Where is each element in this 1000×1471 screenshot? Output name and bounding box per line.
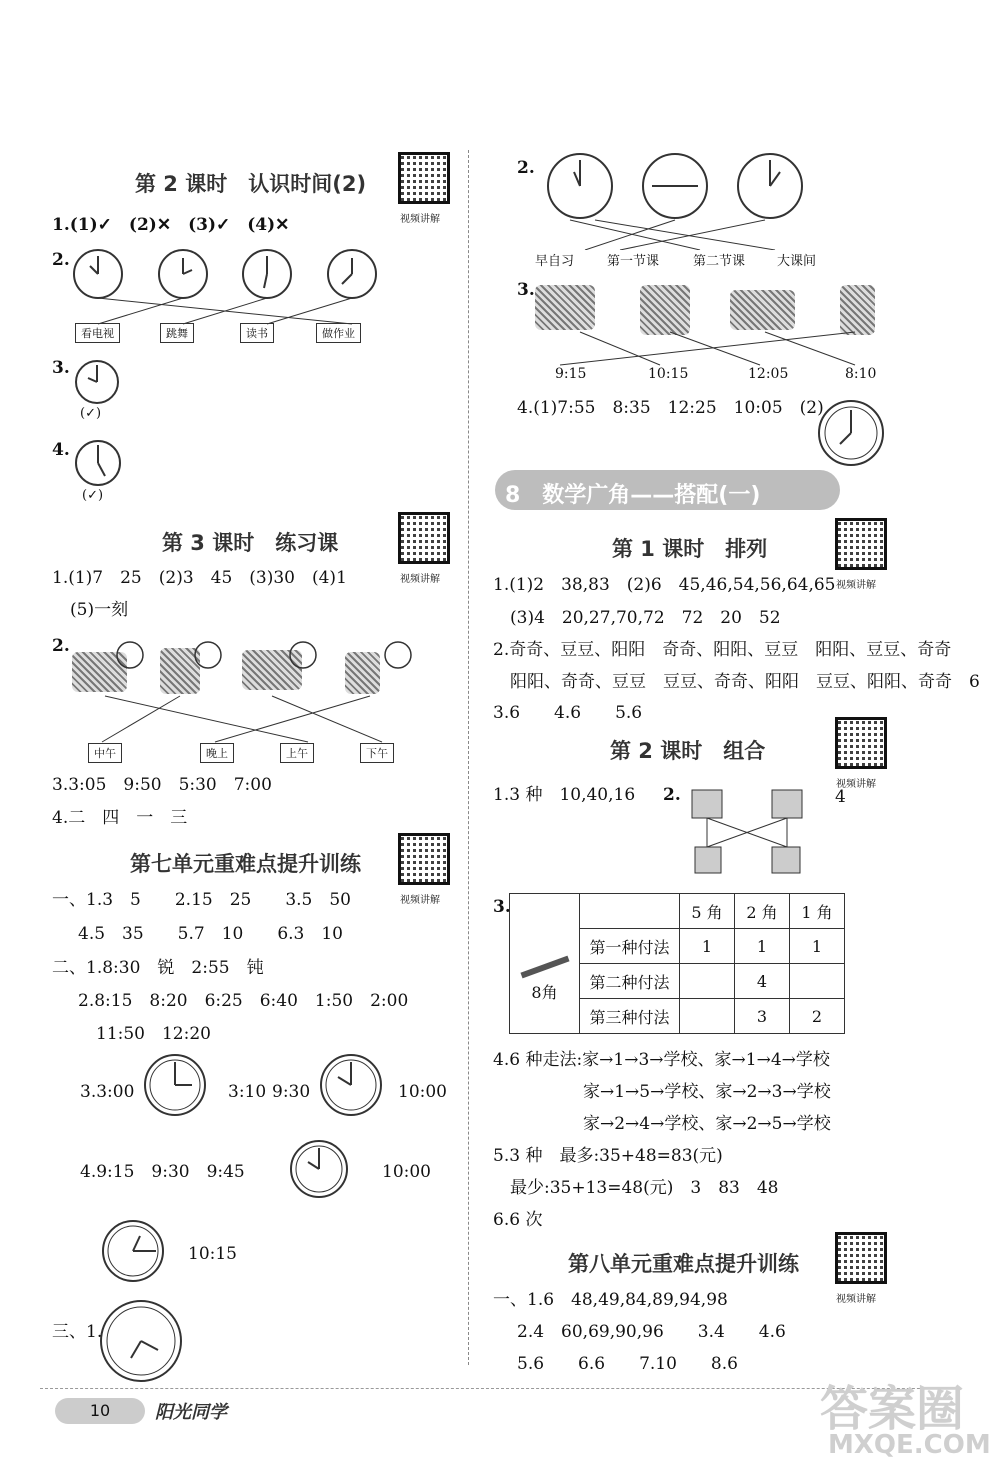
table-cell: 2 bbox=[790, 999, 845, 1034]
answer-line: 5.6 6.6 7.10 8.6 bbox=[517, 1354, 738, 1374]
clock-icon bbox=[73, 438, 123, 488]
answer-line: 6.6 次 bbox=[493, 1210, 543, 1230]
answer-line: 家→1→5→学校、家→2→3→学校 bbox=[583, 1082, 831, 1102]
answer-line: 2.8:15 8:20 6:25 6:40 1:50 2:00 bbox=[78, 991, 409, 1011]
answer-line: 5.3 种 最多:35+48=83(元) bbox=[493, 1146, 723, 1166]
qr-label: 视频讲解 bbox=[836, 1294, 876, 1305]
answer-line: (5)一刻 bbox=[70, 600, 129, 620]
qr-label: 视频讲解 bbox=[400, 214, 440, 225]
chapter-title: 8 数学广角——搭配(一) bbox=[505, 483, 761, 508]
answer-line: 一、1.6 48,49,84,89,94,98 bbox=[493, 1290, 728, 1310]
qr-label: 视频讲解 bbox=[400, 895, 440, 906]
illustration bbox=[840, 285, 875, 335]
qr-code bbox=[398, 833, 450, 885]
table-cell: 第二种付法 bbox=[580, 964, 680, 999]
match-label: 早自习 bbox=[535, 254, 575, 269]
match-label: 下午 bbox=[360, 743, 394, 763]
table-rowhead: 8角 bbox=[531, 983, 558, 1002]
table-header: 5 角 bbox=[680, 894, 735, 929]
payment-table bbox=[509, 893, 845, 1034]
table-cell bbox=[680, 964, 735, 999]
answer-line: 3.6 4.6 5.6 bbox=[493, 703, 643, 723]
answer-line: 三、1. bbox=[52, 1322, 103, 1342]
answer-text: 4 bbox=[835, 787, 846, 807]
clock-icon bbox=[73, 358, 121, 406]
answer-line: 4.6 种走法:家→1→3→学校、家→1→4→学校 bbox=[493, 1050, 830, 1070]
clock-icon bbox=[816, 398, 886, 468]
question-number: 2. bbox=[52, 250, 70, 270]
question-number: 3. bbox=[517, 280, 535, 300]
watermark-site: MXQE.COM bbox=[828, 1430, 991, 1460]
answer-line: 家→2→4→学校、家→2→5→学校 bbox=[583, 1114, 831, 1134]
time-label: 8:10 bbox=[845, 366, 877, 382]
qr-code bbox=[835, 1232, 887, 1284]
chapter-banner bbox=[495, 470, 840, 510]
answer-text: 3:10 bbox=[228, 1082, 267, 1102]
match-label: 上午 bbox=[280, 743, 314, 763]
qr-label: 视频讲解 bbox=[836, 779, 876, 790]
answer-text: 10:00 bbox=[398, 1082, 447, 1102]
answer-line: 二、1.8:30 锐 2:55 钝 bbox=[52, 958, 264, 978]
qr-code bbox=[835, 518, 887, 570]
answer-text: 9:30 bbox=[272, 1082, 311, 1102]
section-title: 第 2 课时 组合 bbox=[610, 739, 766, 763]
time-label: 10:15 bbox=[648, 366, 689, 382]
match-label: 第二节课 bbox=[693, 254, 746, 269]
question-number: 2. bbox=[52, 636, 70, 656]
question-number: 4. bbox=[52, 440, 70, 460]
answer-line: 1.(1)✓ (2)✕ (3)✓ (4)✕ bbox=[52, 215, 290, 235]
answer-line: (3)4 20,27,70,72 72 20 52 bbox=[510, 608, 781, 628]
answer-line: 1.(1)7 25 (2)3 45 (3)30 (4)1 bbox=[52, 568, 347, 588]
table-cell bbox=[790, 964, 845, 999]
section-title: 第八单元重难点提升训练 bbox=[568, 1252, 799, 1276]
question-number: 2. bbox=[663, 785, 681, 805]
clock-icon bbox=[142, 1052, 208, 1118]
table-cell: 1 bbox=[735, 929, 790, 964]
time-label: 9:15 bbox=[555, 366, 587, 382]
answer-text: 3.3:00 bbox=[80, 1082, 135, 1102]
qr-label: 视频讲解 bbox=[836, 580, 876, 591]
match-label: 跳舞 bbox=[160, 323, 194, 343]
match-label: 中午 bbox=[88, 743, 122, 763]
section-title: 第 2 课时 认识时间(2) bbox=[135, 172, 367, 196]
answer-line: 2.奇奇、豆豆、阳阳 奇奇、阳阳、豆豆 阳阳、豆豆、奇奇 bbox=[493, 640, 952, 660]
answer-check: (✓) bbox=[80, 406, 102, 421]
coin-strip bbox=[520, 956, 569, 979]
match-lines bbox=[540, 330, 880, 370]
column-divider bbox=[468, 150, 469, 1365]
watermark-logo: 答案圈 bbox=[820, 1381, 965, 1437]
answer-text: 10:15 bbox=[188, 1244, 237, 1264]
qr-code bbox=[398, 152, 450, 204]
table-cell: 3 bbox=[735, 999, 790, 1034]
brand-logo: 阳光同学 bbox=[155, 1402, 227, 1423]
answer-line: 1.(1)2 38,83 (2)6 45,46,54,56,64,65 bbox=[493, 575, 836, 595]
match-label: 做作业 bbox=[316, 323, 361, 343]
answer-line: 3.3:05 9:50 5:30 7:00 bbox=[52, 775, 272, 795]
clock-icon bbox=[100, 1218, 166, 1284]
clock-matching bbox=[540, 150, 830, 250]
clock-icon bbox=[98, 1298, 184, 1384]
table-cell: 1 bbox=[680, 929, 735, 964]
answer-check: (✓) bbox=[82, 488, 104, 503]
match-label: 晚上 bbox=[200, 743, 234, 763]
time-label: 12:05 bbox=[748, 366, 789, 382]
illustration bbox=[640, 285, 690, 335]
match-label: 看电视 bbox=[75, 323, 120, 343]
table-cell: 第一种付法 bbox=[580, 929, 680, 964]
table-cell: 1 bbox=[790, 929, 845, 964]
clothing-matching bbox=[680, 785, 810, 880]
question-number: 3. bbox=[493, 897, 511, 917]
answer-line: 4.二 四 一 三 bbox=[52, 808, 188, 828]
answer-line: 2.4 60,69,90,96 3.4 4.6 bbox=[517, 1322, 786, 1342]
answer-line: 一、1.3 5 2.15 25 3.5 50 bbox=[52, 890, 352, 910]
answer-text: 4.9:15 9:30 9:45 bbox=[80, 1162, 245, 1182]
answer-line: 4.5 35 5.7 10 6.3 10 bbox=[78, 924, 344, 944]
qr-code bbox=[398, 512, 450, 564]
question-number: 2. bbox=[517, 158, 535, 178]
qr-label: 视频讲解 bbox=[400, 574, 440, 585]
qr-code bbox=[835, 717, 887, 769]
clock-icon bbox=[288, 1138, 350, 1200]
illustration bbox=[730, 290, 795, 330]
answer-text: 10:00 bbox=[382, 1162, 431, 1182]
clock-matching bbox=[60, 638, 420, 748]
match-label: 读书 bbox=[240, 323, 274, 343]
answer-line: 阳阳、奇奇、豆豆 豆豆、奇奇、阳阳 豆豆、阳阳、奇奇 6 bbox=[510, 672, 980, 692]
table-cell: 4 bbox=[735, 964, 790, 999]
answer-line: 最少:35+13=48(元) 3 83 48 bbox=[510, 1178, 779, 1198]
answer-line: 1.3 种 10,40,16 bbox=[493, 785, 636, 805]
clock-icon bbox=[318, 1052, 384, 1118]
answer-line: 4.(1)7:55 8:35 12:25 10:05 (2) bbox=[517, 398, 824, 418]
answer-line: 11:50 12:20 bbox=[96, 1024, 211, 1044]
section-title: 第 3 课时 练习课 bbox=[162, 531, 339, 555]
table-header: 1 角 bbox=[790, 894, 845, 929]
table-header: 2 角 bbox=[735, 894, 790, 929]
table-cell: 第三种付法 bbox=[580, 999, 680, 1034]
illustration bbox=[535, 285, 595, 330]
page-number: 10 bbox=[55, 1398, 145, 1424]
match-label: 第一节课 bbox=[607, 254, 660, 269]
match-label: 大课间 bbox=[777, 254, 817, 269]
question-number: 3. bbox=[52, 358, 70, 378]
section-title: 第 1 课时 排列 bbox=[612, 537, 768, 561]
section-title: 第七单元重难点提升训练 bbox=[130, 852, 361, 876]
table-cell bbox=[680, 999, 735, 1034]
